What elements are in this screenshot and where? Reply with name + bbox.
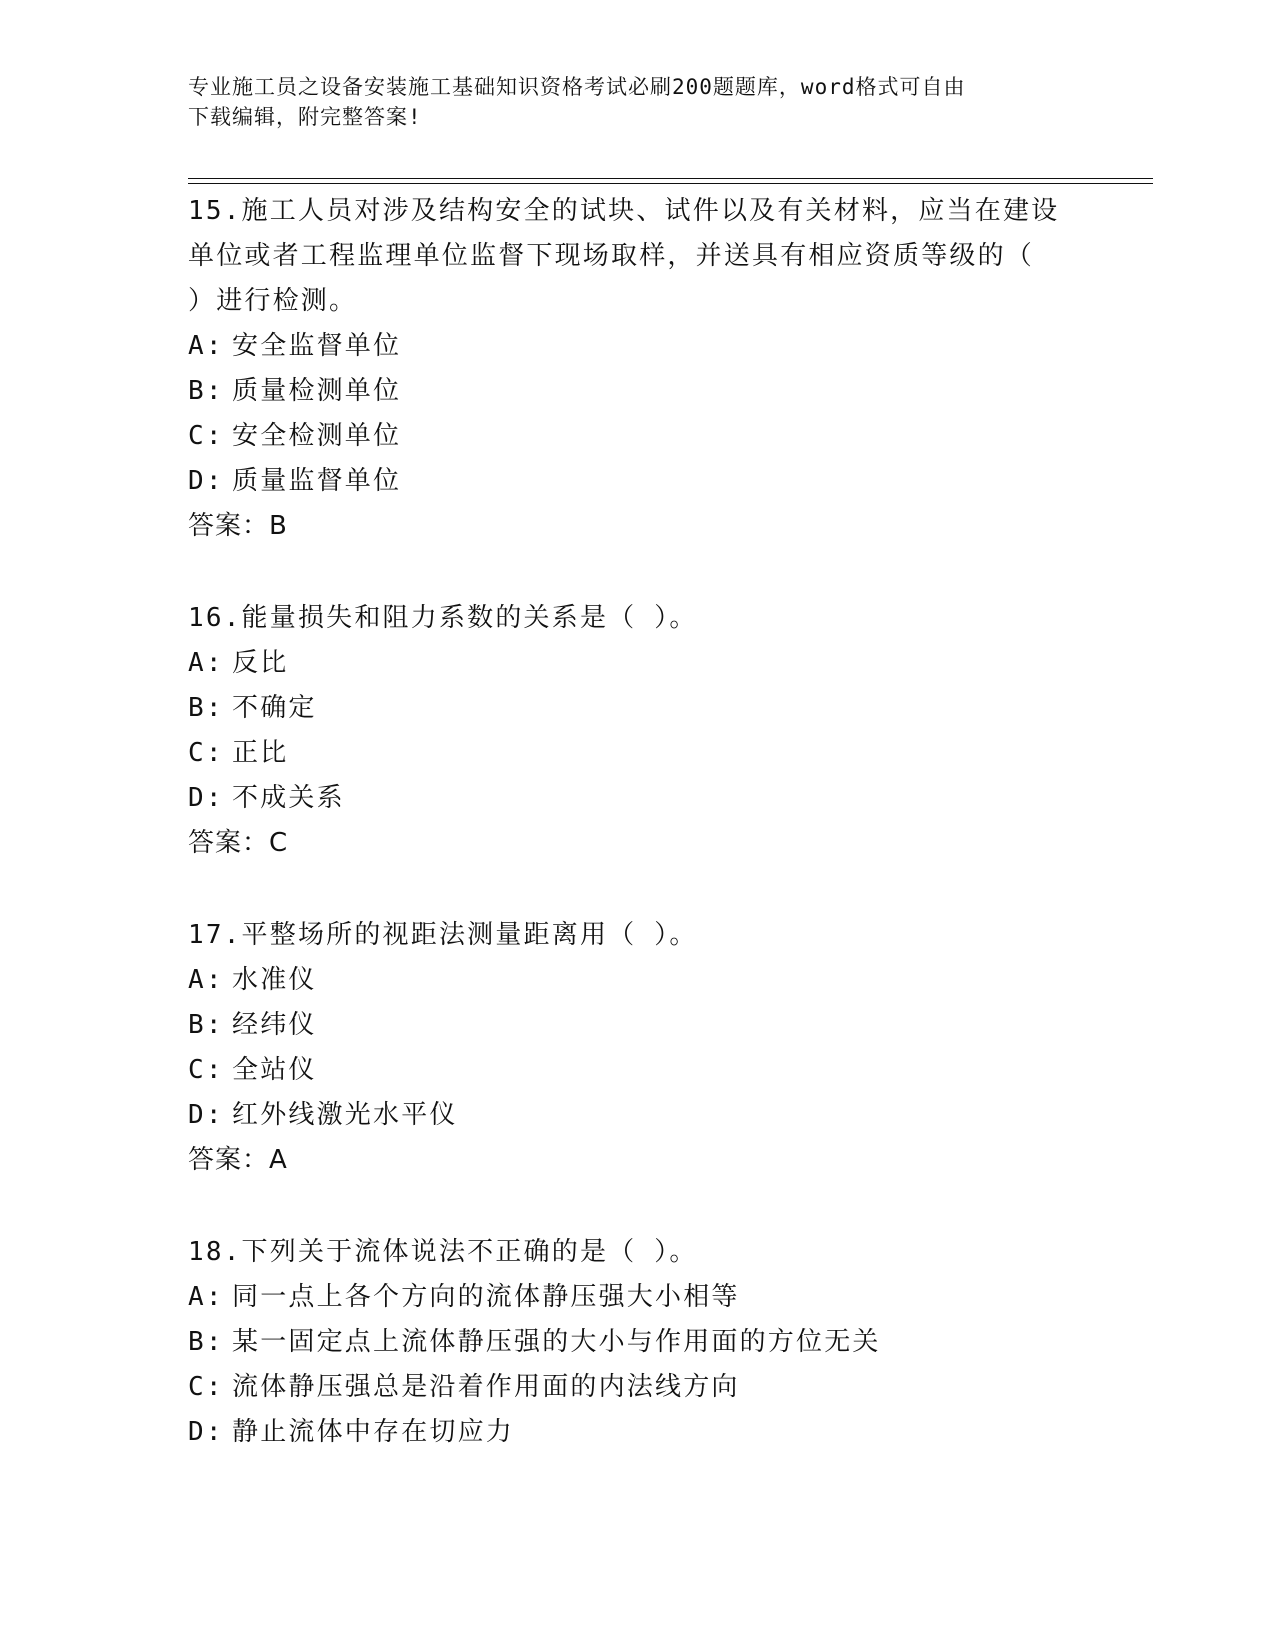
- option-text: 反比: [232, 648, 289, 678]
- answer-line: 答案：A: [188, 1145, 288, 1175]
- option-text: 不确定: [232, 693, 317, 723]
- option-a: [188, 1275, 1088, 1320]
- option-text: 不成关系: [232, 783, 345, 813]
- question-stem-line: 15.施工人员对涉及结构安全的试块、试件以及有关材料，应当在建设: [188, 196, 1060, 226]
- option-d: [188, 1093, 1088, 1138]
- header-title-line-2: 下载编辑，附完整答案!: [188, 105, 422, 129]
- option-letter: B:: [188, 1327, 224, 1357]
- option-letter: B:: [188, 1010, 224, 1040]
- option-letter: D:: [188, 1100, 224, 1130]
- option-b: [188, 369, 1088, 414]
- question-18: [188, 1230, 1088, 1455]
- option-text: 某一固定点上流体静压强的大小与作用面的方位无关: [232, 1327, 881, 1357]
- answer-line: 答案：C: [188, 828, 289, 858]
- option-text: 安全检测单位: [232, 421, 402, 451]
- option-letter: D:: [188, 783, 224, 813]
- option-letter: B:: [188, 693, 224, 723]
- option-text: 同一点上各个方向的流体静压强大小相等: [232, 1282, 740, 1312]
- option-d: [188, 776, 1088, 821]
- option-text: 水准仪: [232, 965, 317, 995]
- option-letter: B:: [188, 376, 224, 406]
- option-text: 红外线激光水平仪: [232, 1100, 458, 1130]
- option-d: [188, 459, 1088, 504]
- option-a: [188, 958, 1088, 1003]
- option-letter: C:: [188, 421, 224, 451]
- option-b: [188, 1320, 1088, 1365]
- option-letter: D:: [188, 466, 224, 496]
- question-stem-line: 18.下列关于流体说法不正确的是（ ）。: [188, 1237, 698, 1267]
- option-b: [188, 1003, 1088, 1048]
- option-text: 全站仪: [232, 1055, 317, 1085]
- option-letter: C:: [188, 1372, 224, 1402]
- option-letter: C:: [188, 738, 224, 768]
- option-text: 流体静压强总是沿着作用面的内法线方向: [232, 1372, 740, 1402]
- question-list: [188, 189, 1088, 1455]
- option-text: 经纬仪: [232, 1010, 317, 1040]
- option-text: 静止流体中存在切应力: [232, 1417, 515, 1447]
- option-c: [188, 414, 1088, 459]
- question-stem-line: 16.能量损失和阻力系数的关系是（ ）。: [188, 603, 698, 633]
- option-c: [188, 1365, 1088, 1410]
- option-text: 正比: [232, 738, 289, 768]
- question-16: [188, 596, 1088, 866]
- question-17: [188, 913, 1088, 1183]
- option-letter: D:: [188, 1417, 224, 1447]
- option-text: 质量监督单位: [232, 466, 402, 496]
- option-d: [188, 1410, 1088, 1455]
- option-a: [188, 324, 1088, 369]
- answer-line: 答案：B: [188, 511, 288, 541]
- option-letter: A:: [188, 965, 224, 995]
- option-text: 安全监督单位: [232, 331, 402, 361]
- question-stem-line: 17.平整场所的视距法测量距离用（ ）。: [188, 920, 698, 950]
- question-stem-line: ）进行检测。: [188, 286, 358, 316]
- option-c: [188, 731, 1088, 776]
- option-letter: C:: [188, 1055, 224, 1085]
- option-c: [188, 1048, 1088, 1093]
- question-stem-line: 单位或者工程监理单位监督下现场取样，并送具有相应资质等级的（: [188, 241, 1035, 271]
- header-title-line-1: 专业施工员之设备安装施工基础知识资格考试必刷200题题库，word格式可自由: [188, 75, 966, 99]
- option-text: 质量检测单位: [232, 376, 402, 406]
- option-b: [188, 686, 1088, 731]
- header-divider-top: [188, 178, 1153, 179]
- option-letter: A:: [188, 648, 224, 678]
- header-divider-bottom: [188, 183, 1153, 184]
- option-letter: A:: [188, 331, 224, 361]
- option-a: [188, 641, 1088, 686]
- option-letter: A:: [188, 1282, 224, 1312]
- document-header: [188, 72, 1068, 132]
- question-15: [188, 189, 1088, 549]
